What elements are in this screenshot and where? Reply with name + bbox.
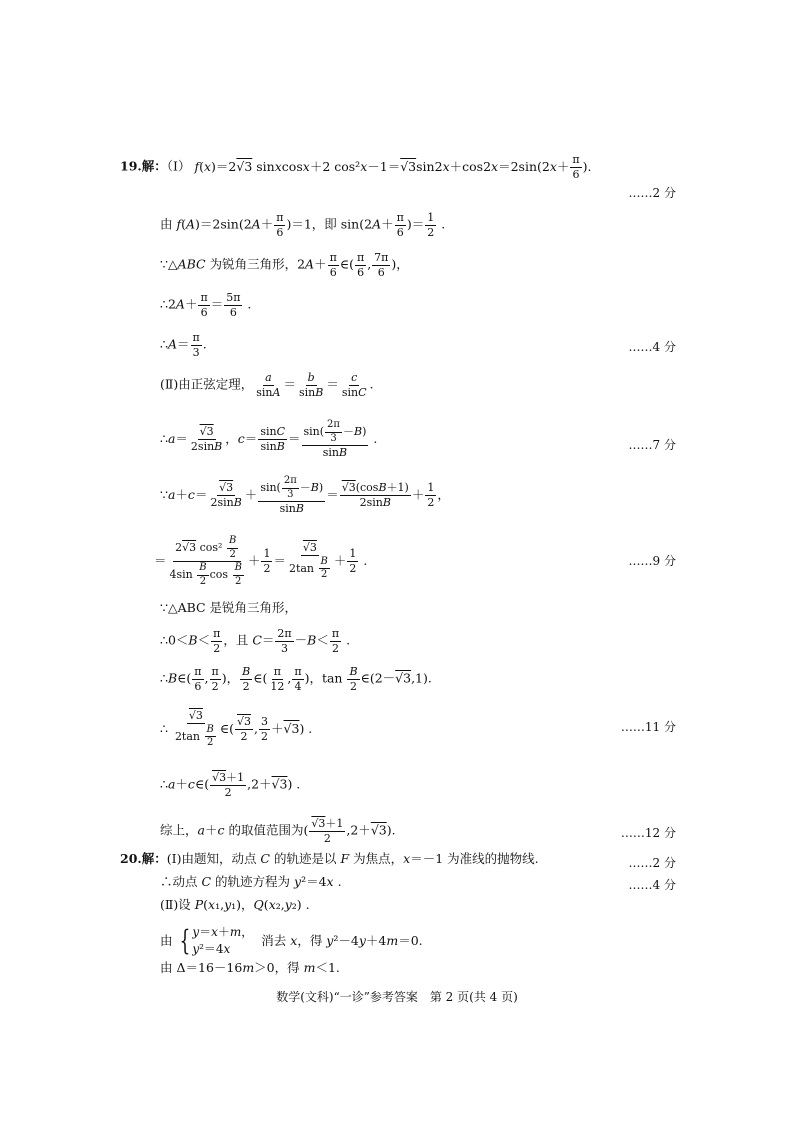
q19-Brange-line: ∴0＜B＜ $\frac{\pi}{2}$ ，且 C＝ $\frac{2\pi}{3}$ －B＜ $\frac{\pi}{2}$ . xyxy=(160,627,351,655)
system-eq-2: y²＝4x xyxy=(192,942,231,957)
q20-system-line: 由 { y＝x＋m， y²＝4x 消去 x，得 y²－4y＋4m＝0. xyxy=(160,924,423,958)
q19-score-12: ……12 分 xyxy=(620,826,676,840)
q19-score-9: ……9 分 xyxy=(628,554,676,568)
q19-score-4: ……4 分 xyxy=(628,340,676,354)
q20-part1-line: 20.解：(Ⅰ)由题知，动点 C 的轨迹是以 F 为焦点，x＝－1 为准线的抛物线. xyxy=(120,851,539,866)
q19-fA-line: 由 f(A)＝2sin(2A＋ $\frac{\pi}{6}$ )＝1，即 sin(2A＋ $\frac{\pi}{6}$ )＝ $\frac{1}{2}$ . xyxy=(160,211,446,239)
q19-ac-line: ∴a＝ $\frac{√3}{2\sin B}$ ，c＝ $\frac{\sin C}{\sin B}$ ＝ sin( $\frac{2\pi}{3}$ －B) sinB . xyxy=(160,419,378,459)
q20-equation-line: ∴动点 C 的轨迹方程为 y²＝4x . xyxy=(160,874,342,889)
system-eq-1: y＝x＋m， xyxy=(192,925,254,939)
q20-delta-line: 由 Δ＝16－16m＞0，得 m＜1. xyxy=(160,960,340,975)
q19-2A-line: ∴2A＋ $\frac{\pi}{6}$ ＝ $\frac{5\pi}{6}$ . xyxy=(160,291,252,319)
q20-part2-line: (Ⅱ)设 P(x₁,y₁)，Q(x₂,y₂) . xyxy=(160,897,310,912)
q20-eliminate: 消去 x，得 y²－4y＋4m＝0. xyxy=(257,932,423,948)
q19-frac-line: ∴ √3 2tan $\frac{B}{2}$ ∈( $\frac{√3}{2}$ , $\frac{3}{2}$ ＋√3) . xyxy=(160,709,313,749)
q19-part1-line xyxy=(120,154,592,180)
q19-part1-marker: （Ⅰ） xyxy=(166,158,191,174)
q20-label: 20.解： xyxy=(120,851,167,866)
equation-system xyxy=(192,924,253,959)
q19-sum2-line: ＝ 2√3 cos² $\frac{B}{2}$ 4sin $\frac{B}{2}$ cos $\frac{B}{2}$ ＋ $\frac{1}{2}$ ＝ √3 2tan $\frac{B}{2}$ ＋ $\frac{1}{2}$ . xyxy=(154,535,368,587)
q19-score-2: ……2 分 xyxy=(628,186,676,200)
q19-part2-line: (Ⅱ)由正弦定理， $\frac{a}{\sin A}$ ＝ $\frac{b}{\sin B}$ ＝ $\frac{c}{\sin C}$ . xyxy=(160,371,374,399)
q19-A-line: ∴A＝ $\frac{\pi}{3}$ . xyxy=(160,331,207,359)
brace-symbol: { xyxy=(180,924,191,958)
q19-score-7: ……7 分 xyxy=(628,438,676,452)
page-footer: 数学(文科)“一诊”参考答案 第 2 页(共 4 页) xyxy=(276,990,518,1004)
q19-label: 19.解： xyxy=(120,158,167,174)
q19-score-11: ……11 分 xyxy=(620,720,676,734)
q19-conclusion-line: 综上，a＋c 的取值范围为( $\frac{√3+1}{2}$ ,2＋√3). xyxy=(160,817,396,845)
q19-acute-line: ∵△ABC 为锐角三角形，2A＋ $\frac{\pi}{6}$ ∈( $\frac{\pi}{6}$ , $\frac{7\pi}{6}$ )， xyxy=(160,251,409,279)
q19-Bint-line: ∴B∈( $\frac{\pi}{6}$ , $\frac{\pi}{2}$ )， $\frac{B}{2}$ ∈( $\frac{\pi}{12}$ , $\frac{\pi}{4}$ )，tan $\frac{B}{2}$ ∈(2－√3,1). xyxy=(160,665,432,693)
q19-sum-line: ∵a＋c＝ $\frac{√3}{2\sin B}$ ＋ sin( $\frac{2\pi}{3}$ －B) sinB ＝ $\frac{√3(\cos B+1)}{2\sin B}$ ＋ $\frac{1}{2}$ ， xyxy=(160,475,450,515)
q20-score-4: ……4 分 xyxy=(628,878,676,892)
q20-score-2: ……2 分 xyxy=(628,856,676,870)
q19-f-definition: f(x)＝2√3 sinxcosx＋2 cos²x－1＝√3sin2x＋cos2x＝2sin(2x＋ $\frac{\pi}{6}$ ). xyxy=(194,153,592,181)
q19-ac2-line: ∴a＋c∈( $\frac{√3+1}{2}$ ,2＋√3) . xyxy=(160,771,301,799)
q19-acute2-line: ∵△ABC 是锐角三角形， xyxy=(160,600,298,615)
